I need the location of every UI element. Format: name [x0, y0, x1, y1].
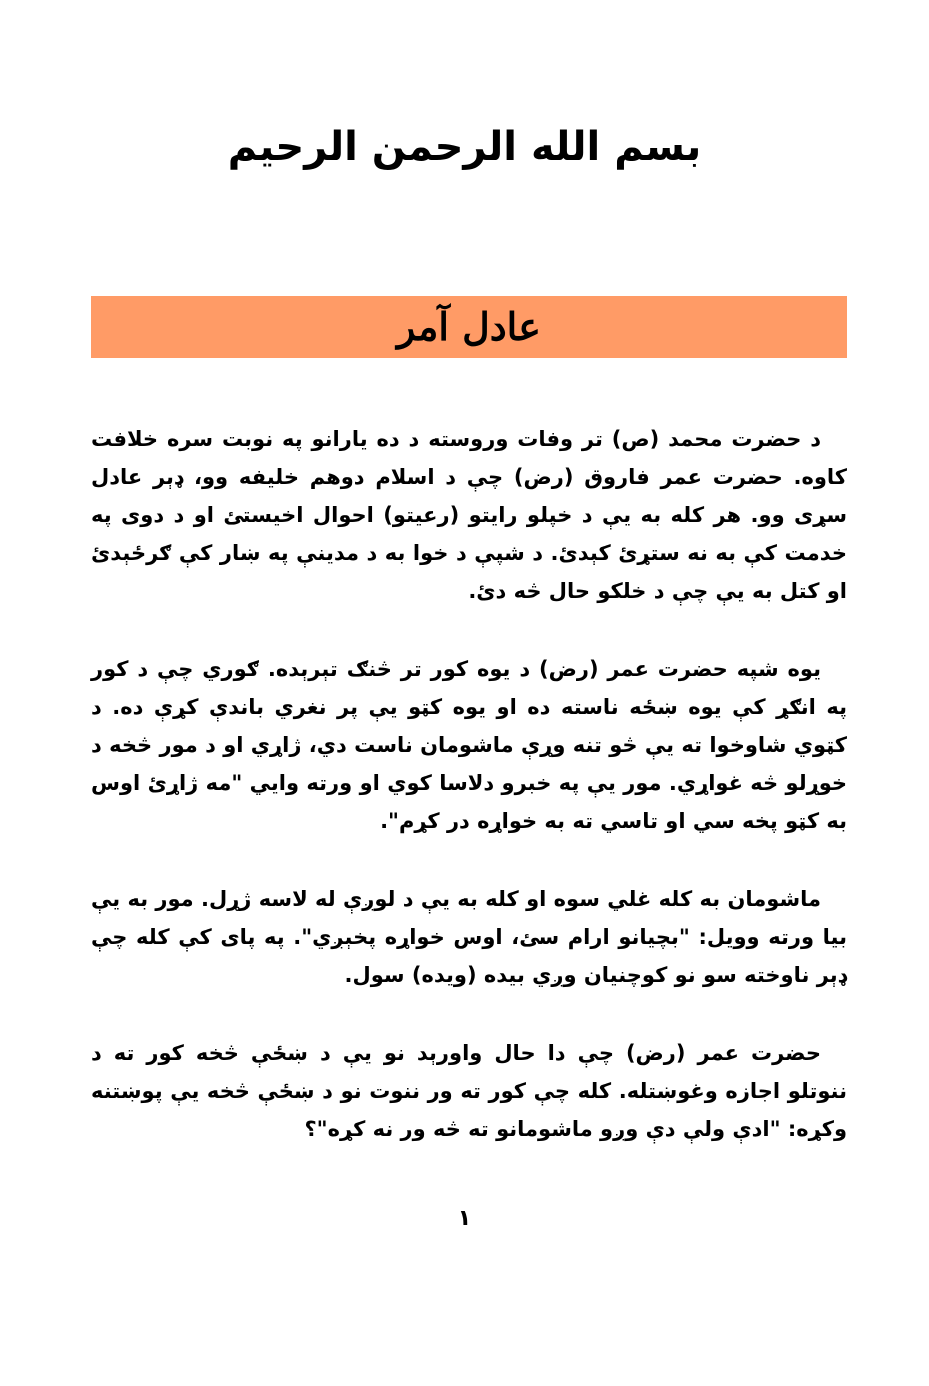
- story-title: عادل آمر: [397, 304, 541, 349]
- paragraph-1: د حضرت محمد (ص) تر وفات وروسته د ده يارانو په نوبت سره خلافت كاوه. حضرت عمر فاروق (رض) چې د اسلام دوهم خليفه وو، ډېر عادل سړی وو. هر كله به يې د خپلو رايتو (رعيتو) احوال اخيستئ او د دوی په خدمت كې به نه ستړئ كېدئ. د شپې د خوا به د مدينې په ښار كې ګرځېدئ او كتل به يې چې د خلكو حال څه دئ.: [91, 427, 847, 603]
- basmala-heading: بسم الله الرحمن الرحيم: [227, 124, 702, 170]
- paragraph-3: ماشومان به كله غلي سوه او كله به يې د لوږې له لاسه ژړل. مور به يې بيا ورته وويل: "بچيانو ارام سئ، اوس خواړه پخېږي". په پای كې كله چې ډېر ناوخته سو نو كوچنيان وږي بيده (ويده) سول.: [91, 887, 847, 987]
- story-body: [91, 420, 847, 1188]
- paragraph-2: يوه شپه حضرت عمر (رض) د يوه كور تر څنګ تېرېده. ګوري چې د كور په انګړ كې يوه ښځه ناسته ده او يوه كټو يې پر نغري باندې كړې ده. د كټوي شاوخوا ته يې څو تنه وړې ماشومان ناست دي، ژاړي او د مور څخه د خوړلو څه غواړي. مور يې په خبرو دلاسا كوي او ورته وايي "مه ژاړئ اوس به كټو پخه سي او تاسي ته به خواړه در كړم".: [91, 657, 847, 833]
- paragraph-4: حضرت عمر (رض) چې دا حال واورېد نو يې د ښځې څخه كور ته د ننوتلو اجازه وغوښتله. كله چې كور ته ور ننوت نو د ښځې څخه يې پوښتنه وكړه: "ادې ولې دې وږو ماشومانو ته څه ور نه كړه"؟: [91, 1041, 847, 1141]
- title-band: [91, 296, 847, 358]
- page-number: ١: [457, 1206, 472, 1231]
